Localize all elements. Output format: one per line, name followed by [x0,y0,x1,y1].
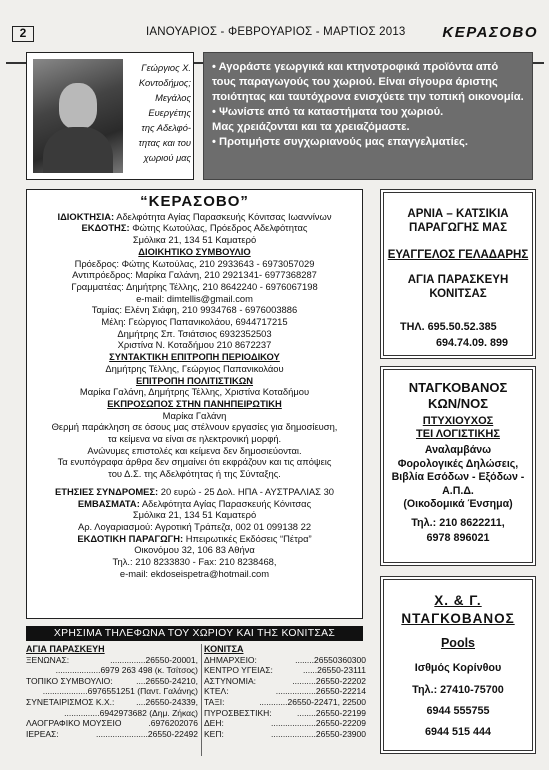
phone-label: ΑΣΤΥΝΟΜΙΑ: [204,675,257,686]
phone-row [26,697,198,708]
production-label: ΕΚΔΟΤΙΚΗ ΠΑΡΑΓΩΓΗ: [77,532,184,544]
phone-row [26,686,198,697]
editorial-title: ΣΥΝΤΑΚΤΙΚΗ ΕΠΙΤΡΟΠΗ ΠΕΡΙΟΔΙΚΟΥ [109,351,280,363]
production-value: Ηπειρωτικές Εκδόσεις “Πέτρα” [185,532,312,544]
phone-number: ..........26550-22202 [292,675,366,686]
ad-lamb-goat [380,189,536,359]
phone-number: ........26550360300 [295,654,366,665]
promo-line: • Προτιμήστε συγχωριανούς μας επαγγελματίες. [212,136,468,148]
phone-row [26,676,198,687]
phone-label: ΙΕΡΕΑΣ: [26,728,59,739]
caption-line: χωριού μας [143,153,191,163]
phone-label: ΛΑΟΓΡΑΦΙΚΟ ΜΟΥΣΕΙΟ [26,718,122,729]
phone-label: ΚΕΝΤΡΟ ΥΓΕΙΑΣ: [204,665,273,676]
owner-line [31,211,358,223]
note-line: Τα ενυπόγραφα άρθρα δεν σημαίνει ότι εκφράζουν και τις απόψεις [57,456,332,468]
ad-service: (Οικοδομικά Ένσημα) [403,498,513,510]
phone-row [204,655,366,666]
publisher-label: ΕΚΔΟΤΗΣ: [81,222,130,234]
ad-accountant [380,366,536,566]
ad-place: ΚΟΝΙΤΣΑΣ [429,288,487,300]
ad-name: ΝΤΑΓΚΟΒΑΝΟΣ [408,380,508,395]
ad-pools [380,576,536,754]
phone-number: ...................26550-22209 [271,718,366,729]
phones-title: ΧΡΗΣΙΜΑ ΤΗΛΕΦΩΝΑ ΤΟΥ ΧΩΡΙΟΥ ΚΑΙ ΤΗΣ ΚΟΝΙΤΣΑΣ [26,626,363,641]
ad-phone: ΤΗΛ. 695.50.52.385 [400,321,497,333]
board-line: e-mail: dimtellis@gmail.com [136,292,253,304]
phones-right-title: ΚΟΝΙΤΣΑ [204,644,244,654]
cultural-title: ΕΠΙΤΡΟΠΗ ΠΟΛΙΤΙΣΤΙΚΩΝ [135,374,254,386]
publisher-value: Φώτης Κωτούλας, Πρόεδρος Αδελφότητας [132,222,308,234]
board-line: Χριστίνα Ν. Κοταδήμου 210 8672237 [117,339,272,351]
ad-place: ΑΓΙΑ ΠΑΡΑΣΚΕΥΗ [407,274,509,286]
remit-label: ΕΜΒΑΣΜΑΤΑ: [77,497,140,509]
phone-number: .................26550-22214 [275,686,366,697]
publisher-line [31,222,358,234]
rep-title: ΕΚΠΡΟΣΩΠΟΣ ΣΤΗΝ ΠΑΝΗΠΕΙΡΩΤΙΚΗ [107,397,282,409]
phones-right-column [204,644,366,739]
phone-number: ............26550-22471, 22500 [259,696,366,707]
ad-place: Ισθμός Κορίνθου [414,662,502,674]
phone-number: ...............6942973682 (Δημ. Ζήκας) [64,707,198,718]
ad-phone: Τηλ.: 210 8622211, [411,516,505,529]
publisher-address: Σμόλικα 21, 134 51 Καματερό [132,234,257,246]
caption-line: Ευεργέτης [148,108,191,118]
page-number: 2 [12,26,34,42]
ad-phone: Τηλ.: 27410-75700 [412,684,504,696]
phone-row [26,655,198,666]
phone-row [204,665,366,676]
board-line: Γραμματέας: Δημήτρης Τέλλης, 210 8642240 - 6976067198 [71,280,318,292]
board-line: Μέλη: Γεώργιος Παπανικολάου, 6944717215 [101,316,288,328]
caption-line: Μεγάλος [155,93,191,103]
caption-line: τητας και του [138,138,191,148]
masthead-title: “ΚΕΡΑΣΟΒΟ” [140,193,249,210]
ad-degree: ΤΕΙ ΛΟΓΙΣΤΙΚΗΣ [416,428,500,440]
production-address: Οικονόμου 32, 106 83 Αθήνα [134,544,255,556]
production-line [31,533,358,545]
ad-service: Βιβλία Εσόδων - Εξόδων - [391,471,525,483]
board-line: Πρόεδρος: Φώτης Κωτούλας, 210 2933643 - 6973057029 [74,257,315,269]
note-line: Ανώνυμες επιστολές και κείμενα δεν δημοσιεύονται. [87,444,302,456]
note-line: τα κείμενα να είναι σε ηλεκτρονική μορφή. [107,433,282,445]
phone-number: ...............26550-20001, [110,654,198,665]
phone-row [26,708,198,719]
ad-phone: 694.74.09. 899 [436,337,509,349]
phone-row [204,729,366,740]
ad-service: Φορολογικές Δηλώσεις, [397,457,519,470]
board-line: Αντιπρόεδρος: Μαρίκα Γαλάνη, 210 2921341- 6977368287 [72,269,317,281]
newspaper-page [6,4,544,766]
phone-label: ΚΤΕΛ: [204,686,229,697]
issue-date: ΙΑΝΟΥΑΡΙΟΣ - ΦΕΒΡΟΥΑΡΙΟΣ - ΜΑΡΤΙΟΣ 2013 [146,26,406,38]
caption-line: Γεώργιος Χ. [141,63,191,73]
phone-number: ....26550-24339, [136,696,198,707]
ad-phone: 6944 515 444 [424,726,492,738]
ad-kind: Pools [440,636,476,650]
phone-label: ΣΥΝΕΤΑΙΡΙΣΜΟΣ Κ.Χ.: [26,696,115,707]
phones-left-column [26,644,198,739]
production-phone: Τηλ.: 210 8233830 - Fax: 210 8238468, [112,556,277,568]
ad-phone: 6978 896021 [426,531,490,544]
phone-label: ΔΗΜΑΡΧΕΙΟ: [204,654,257,665]
ad-name: Χ. & Γ. [434,593,482,608]
phone-row [26,729,198,740]
phone-label: ΔΕΗ: [204,718,224,729]
caption-line: της Αδελφό- [141,123,191,133]
phone-number: ...................6976551251 (Παντ. Γαλάνης) [42,686,198,697]
phone-number: ...................26550-23900 [271,728,366,739]
caption-line: Κοντοδήμος; [138,78,191,88]
phone-row [204,686,366,697]
phone-number: ......................26550-22492 [95,728,198,739]
subscriptions-line [31,486,358,498]
phone-number: ....26550-24210, [136,675,198,686]
subs-value: 20 ευρώ - 25 Δολ. ΗΠΑ - ΑΥΣΤΡΑΛΙΑΣ 30 [160,485,335,497]
bank-account: Αρ. Λογαριασμού: Αγροτική Τράπεζα, 002 01 099138 22 [77,520,312,532]
remit-address: Σμόλικα 21, 134 51 Καματερό [132,509,257,521]
rep-member: Μαρίκα Γαλάνη [162,409,227,421]
remit-line [31,498,358,510]
owner-label: ΙΔΙΟΚΤΗΣΙΑ: [57,210,115,222]
ad-service: Αναλαμβάνω [424,444,492,456]
phone-label: ΤΟΠΙΚΟ ΣΥΜΒΟΥΛΙΟ: [26,675,113,686]
phone-number: ...................6979 263 498 (κ. Τσίτσος) [55,665,198,676]
phone-label: ΤΑΞΙ: [204,696,225,707]
ad-title: ΑΡΝΙΑ – ΚΑΤΣΙΚΙΑ [407,208,509,220]
phone-label: ΚΕΠ: [204,728,224,739]
subs-label: ΕΤΗΣΙΕΣ ΣΥΝΔΡΟΜΕΣ: [54,485,159,497]
editorial-members: Δημήτρης Τέλλης, Γεώργιος Παπανικολάου [105,362,284,374]
phone-number: .6976202076 [148,718,198,729]
page-header [6,24,544,44]
owner-value: Αδελφότητα Αγίας Παρασκευής Κόνιτσας Ιωαννίνων [116,210,332,222]
phones-left-title: ΑΓΙΑ ΠΑΡΑΣΚΕΥΗ [26,644,105,654]
portrait-face [59,83,97,129]
phone-row [26,718,198,729]
ad-name: ΕΥΑΓΓΕΛΟΣ ΓΕΛΑΔΑΡΗΣ [387,249,529,261]
ad-name: ΚΩΝ/ΝΟΣ [427,396,489,411]
phone-row [204,718,366,729]
portrait-body [43,127,113,173]
phone-label: ΠΥΡΟΣΒΕΣΤΙΚΗ: [204,707,272,718]
phone-number: ......26550-23111 [302,665,366,676]
note-line: του Δ.Σ. της Αδελφότητας ή της Σύνταξης. [108,468,281,480]
ad-name: ΝΤΑΓΚΟΒΑΝΟΣ [401,611,515,626]
portrait-photo [33,59,123,173]
promo-line: • Ψωνίστε από τα καταστήματα του χωριού. [212,106,444,118]
production-email: e-mail: ekdoseispetra@hotmail.com [119,567,270,579]
ad-title: ΠΑΡΑΓΩΓΗΣ ΜΑΣ [409,222,507,234]
ad-degree: ΠΤΥΧΙΟΥΧΟΣ [422,415,494,427]
phone-number: ........26550-22199 [297,707,366,718]
phone-row [204,676,366,687]
masthead-box [26,189,363,619]
board-line: Δημήτρης Σπ. Τσιάτσιος 6932352503 [117,327,272,339]
promo-box [203,52,533,180]
phones-divider [201,644,202,756]
ad-service: Α.Π.Δ. [442,484,474,497]
phone-row [204,697,366,708]
phone-row [204,708,366,719]
newspaper-logo: ΚΕΡΑΣΟΒΟ [442,24,538,41]
portrait-box [26,52,194,180]
note-line: Θερμή παράκληση σε όσους μας στέλνουν εργασίες για δημοσίευση, [51,421,338,433]
board-title: ΔΙΟΙΚΗΤΙΚΟ ΣΥΜΒΟΥΛΙΟ [138,245,251,257]
phone-label: ΞΕΝΩΝΑΣ: [26,654,70,665]
promo-line: Μας χρειάζονται και τα χρειαζόμαστε. [212,121,410,133]
phone-row [26,665,198,676]
ad-phone: 6944 555755 [426,705,490,717]
remit-value: Αδελφότητα Αγίας Παρασκευής Κόνιτσας [141,497,312,509]
promo-line: • Αγοράστε γεωργικά και κτηνοτροφικά προϊόντα από τους παραγωγούς του χωριού. Είναι σίγουρα άριστης ποιότητας και ταυτόχρονα ενισχύετε την τοπική οικονομία. [212,61,524,103]
board-line: Ταμίας: Ελένη Σιάφη, 210 9934768 - 6976003886 [91,304,298,316]
portrait-caption [127,61,191,166]
cultural-members: Μαρίκα Γαλάνη, Δημήτρης Τέλλης, Χριστίνα Κοταδήμου [79,386,310,398]
